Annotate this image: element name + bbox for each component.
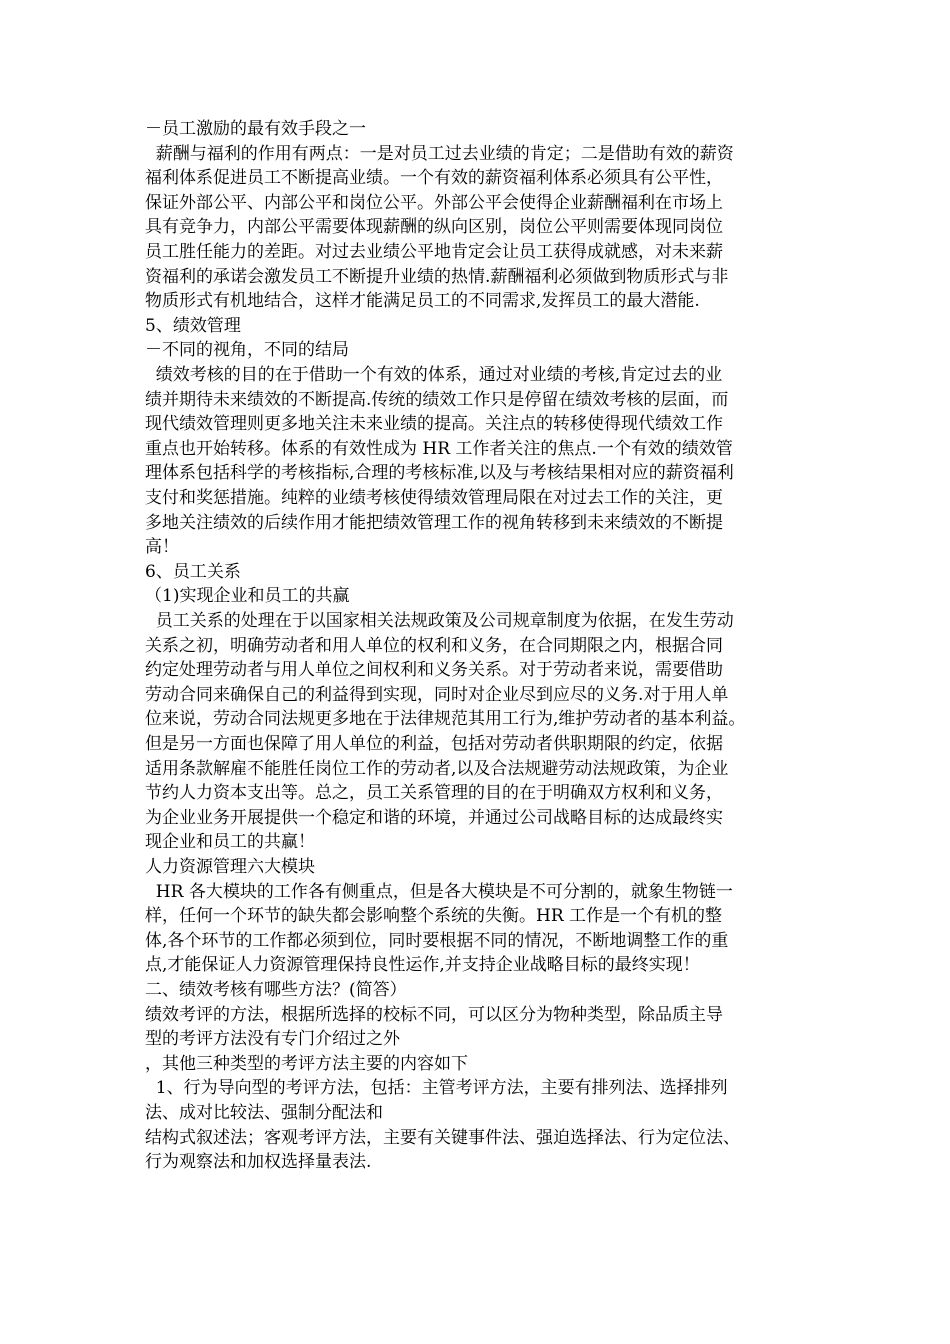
text-line: 理体系包括科学的考核指标,合理的考核标准,以及与考核结果相对应的薪资福利 xyxy=(145,463,734,484)
text-line: 员工关系的处理在于以国家相关法规政策及公司规章制度为依据，在发生劳动 xyxy=(145,611,734,631)
text-line: 重点也开始转移。体系的有效性成为 HR 工作者关注的焦点.一个有效的绩效管 xyxy=(145,438,733,459)
text-line: 1、行为导向型的考评方法，包括：主管考评方法，主要有排列法、选择排列 xyxy=(145,1078,728,1099)
text-line: ，其他三种类型的考评方法主要的内容如下 xyxy=(145,1053,468,1074)
text-line: 但是另一方面也保障了用人单位的利益，包括对劳动者供职期限的约定，依据 xyxy=(145,734,723,754)
text-line: 结构式叙述法；客观考评方法，主要有关键事件法、强迫选择法、行为定位法、 xyxy=(145,1127,740,1148)
text-line: －员工激励的最有效手段之一 xyxy=(145,119,366,139)
text-line: 现企业和员工的共赢！ xyxy=(145,832,315,853)
text-line: 人力资源管理六大模块 xyxy=(145,857,315,877)
text-line: 薪酬与福利的作用有两点：一是对员工过去业绩的肯定；二是借助有效的薪资 xyxy=(145,143,734,164)
text-line: 绩效考核的目的在于借助一个有效的体系，通过对业绩的考核,肯定过去的业 xyxy=(145,365,723,385)
text-line: 绩效考评的方法，根据所选择的校标不同，可以区分为物种类型，除品质主导 xyxy=(145,1004,723,1025)
text-line: 福利体系促进员工不断提高业绩。一个有效的薪资福利体系必须具有公平性， xyxy=(145,168,723,189)
text-line: 型的考评方法没有专门介绍过之外 xyxy=(145,1029,400,1050)
text-line: 行为观察法和加权选择量表法. xyxy=(145,1152,372,1173)
text-line: 保证外部公平、内部公平和岗位公平。外部公平会使得企业薪酬福利在市场上 xyxy=(145,192,723,213)
text-line: HR 各大模块的工作各有侧重点，但是各大模块是不可分割的，就象生物链一 xyxy=(145,881,733,902)
text-line: 位来说，劳动合同法规更多地在于法律规范其用工行为,维护劳动者的基本利益。 xyxy=(145,709,746,730)
text-line: 适用条款解雇不能胜任岗位工作的劳动者,以及合法规避劳动法规政策，为企业 xyxy=(145,758,729,779)
text-line: 具有竞争力，内部公平需要体现薪酬的纵向区别，岗位公平则需要体现同岗位 xyxy=(145,217,723,238)
text-line: 支付和奖惩措施。纯粹的业绩考核使得绩效管理局限在对过去工作的关注，更 xyxy=(145,488,723,508)
text-line: 绩并期待未来绩效的不断提高.传统的绩效工作只是停留在绩效考核的层面，而 xyxy=(145,389,729,410)
text-line: 节约人力资本支出等。总之，员工关系管理的目的在于明确双方权利和义务， xyxy=(145,783,723,804)
text-line: 员工胜任能力的差距。对过去业绩公平地肯定会让员工获得成就感，对未来薪 xyxy=(145,242,723,262)
text-line: －不同的视角，不同的结局 xyxy=(145,340,349,361)
text-line: 物质形式有机地结合，这样才能满足员工的不同需求,发挥员工的最大潜能. xyxy=(145,291,700,312)
text-line: 点,才能保证人力资源管理保持良性运作,并支持企业战略目标的最终实现！ xyxy=(145,955,700,976)
text-line: 6、员工关系 xyxy=(145,561,241,582)
text-line: 高！ xyxy=(145,537,179,558)
text-line: 二、绩效考核有哪些方法？(简答） xyxy=(145,980,407,1000)
text-line: 现代绩效管理则更多地关注未来业绩的提高。关注点的转移使得现代绩效工作 xyxy=(145,414,723,435)
text-line: 体,各个环节的工作都必须到位，同时要根据不同的情况，不断地调整工作的重 xyxy=(145,930,729,951)
text-line: 多地关注绩效的后续作用才能把绩效管理工作的视角转移到未来绩效的不断提 xyxy=(145,512,723,533)
text-line: 关系之初，明确劳动者和用人单位的权利和义务，在合同期限之内，根据合同 xyxy=(145,635,723,656)
text-line: （1)实现企业和员工的共赢 xyxy=(145,586,350,607)
text-line: 为企业业务开展提供一个稳定和谐的环境，并通过公司战略目标的达成最终实 xyxy=(145,807,723,828)
text-line: 约定处理劳动者与用人单位之间权利和义务关系。对于劳动者来说，需要借助 xyxy=(145,660,723,681)
text-line: 法、成对比较法、强制分配法和 xyxy=(145,1103,383,1123)
text-line: 劳动合同来确保自己的利益得到实现，同时对企业尽到应尽的义务.对于用人单 xyxy=(145,684,729,705)
text-line: 样，任何一个环节的缺失都会影响整个系统的失衡。HR 工作是一个有机的整 xyxy=(145,906,723,927)
text-line: 5、绩效管理 xyxy=(145,315,241,336)
text-line: 资福利的承诺会激发员工不断提升业绩的热情.薪酬福利必须做到物质形式与非 xyxy=(145,266,729,287)
